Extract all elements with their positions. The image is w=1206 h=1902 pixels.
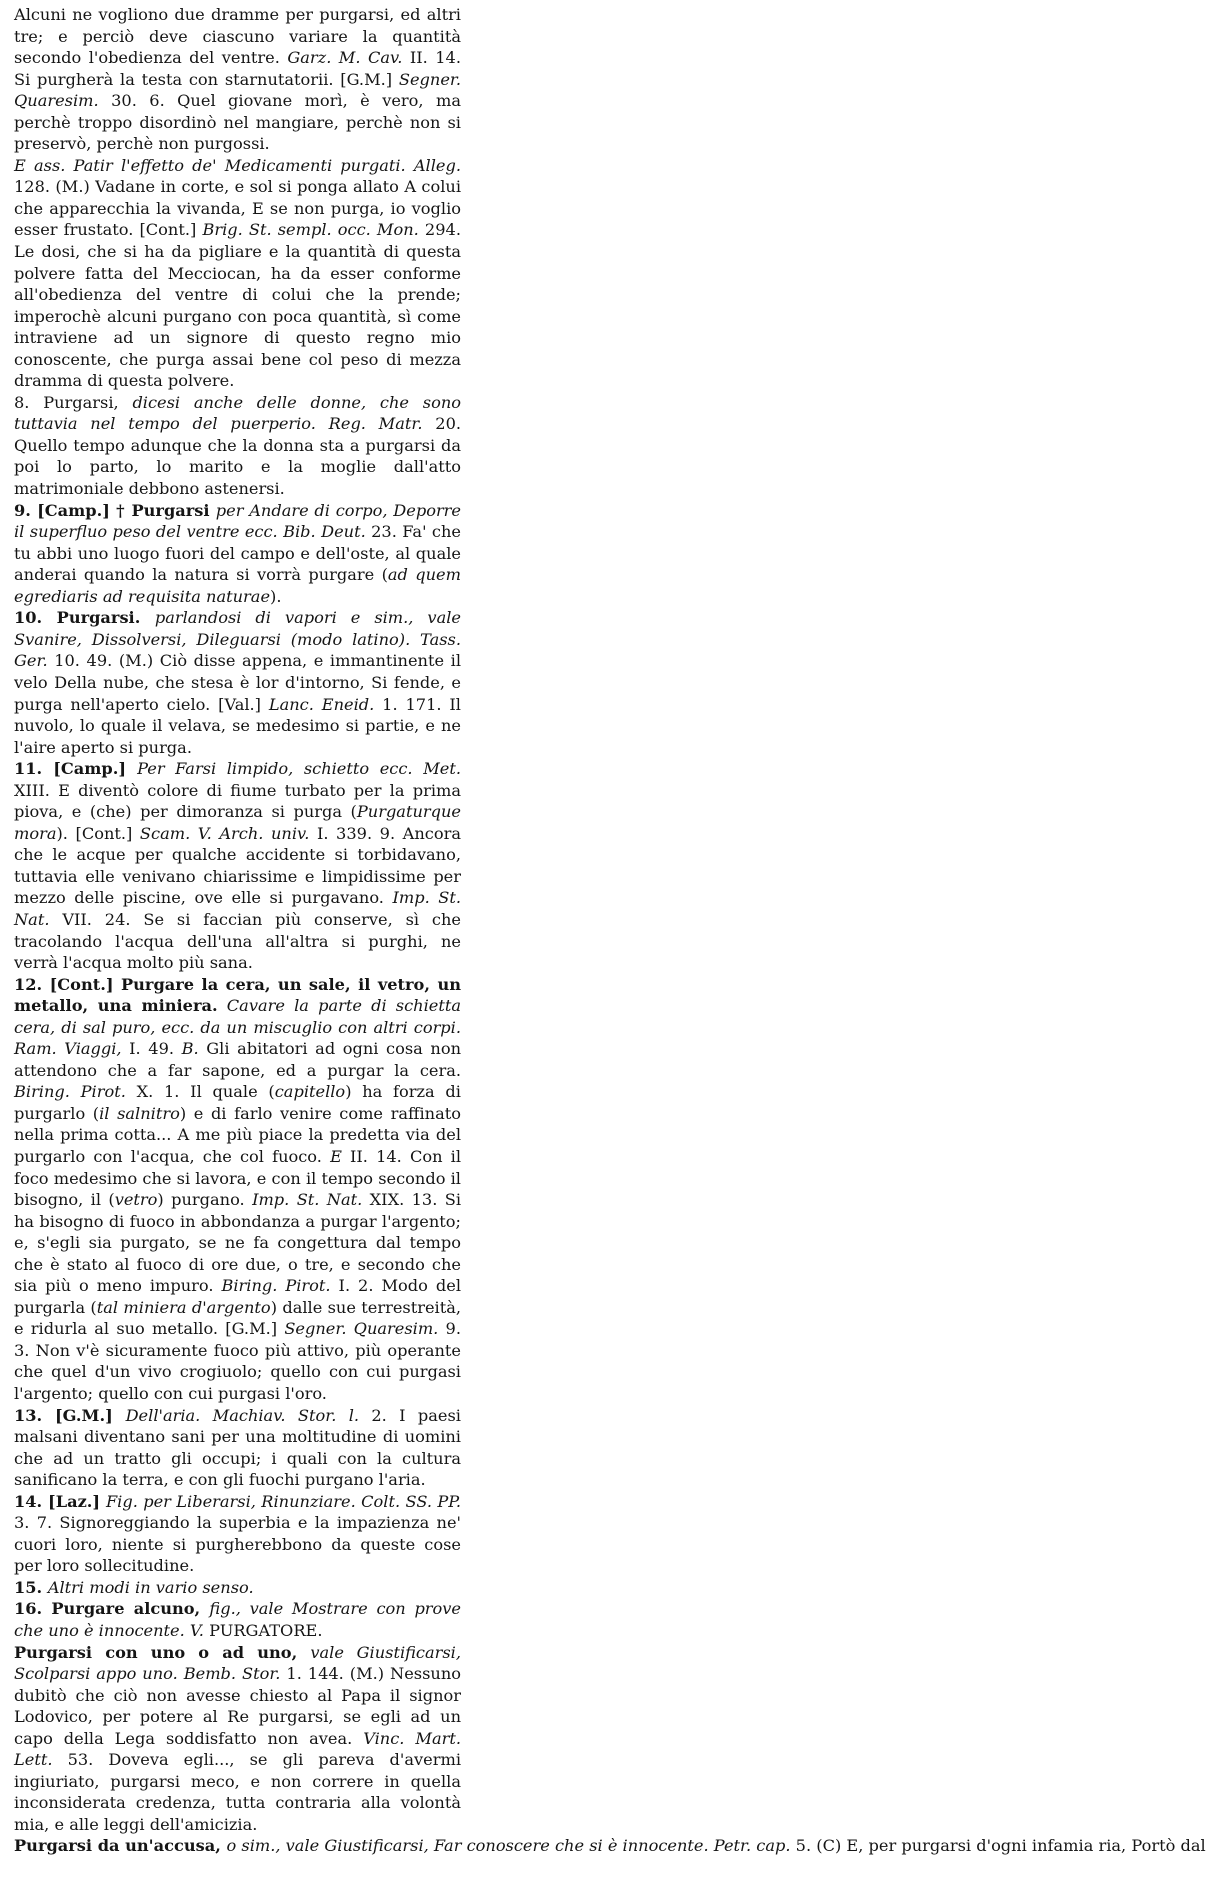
text-run: 3. 7. Signoreggiando la superbia e la impazienza ne' cuori loro, niente si purgherebbono da queste cose per loro sollecitudine. (14, 1513, 461, 1576)
italic-text-run: l. (348, 1405, 360, 1425)
text-run: ) purgano. (157, 1190, 253, 1210)
text-run: 30. 6. Quel giovane morì, è vero, ma perchè troppo disordinò nel mangiare, perchè non si preservò, perchè non purgossi. (14, 91, 461, 154)
text-run: PURGATORE. (203, 1621, 323, 1641)
entry-paragraph (14, 1405, 461, 1491)
text-run: I. 49. (121, 1039, 182, 1059)
entry-paragraph (14, 392, 461, 500)
text-run (200, 1406, 212, 1425)
italic-text-run: Segner. Quaresim. (284, 1319, 439, 1339)
italic-text-run: Biring. Pirot. (14, 1082, 126, 1102)
entry-paragraph (14, 607, 461, 758)
italic-text-run: Scam. V. Arch. univ. (139, 823, 310, 843)
italic-text-run: Vinc. Mart. Lett. (14, 1728, 461, 1770)
text-run: 20. Quello tempo adunque che la donna sta a purgarsi da poi lo parto, lo marito e la moglie dall'atto matrimoniale debbono astenersi. (14, 414, 462, 499)
italic-text-run: Lanc. Eneid. (268, 694, 375, 714)
italic-text-run: Imp. St. Nat. (252, 1190, 363, 1210)
italic-text-run: Biring. Pirot. (221, 1276, 331, 1296)
italic-text-run: Reg. Matr. (328, 414, 423, 434)
italic-text-run: Tass. Ger. (14, 629, 461, 671)
entry-paragraph (14, 1577, 461, 1599)
italic-text-run: o sim., vale Giustificarsi, Far conoscere che si è innocente. (226, 1836, 709, 1856)
text-run: 294. Le dosi, che si ha da pigliare e la quantità di questa polvere fatta del Mecciocan, ha da esser conforme all'obedienza del ventre di colui che la prende; imperochè alcuni purgano con poca quantità, sì come intraviene ad un signore di questo regno mio conoscente, che purga assai bene col peso di mezza dramma di questa polvere. (14, 220, 461, 391)
italic-text-run: capitello (274, 1082, 346, 1102)
bold-text-run: 13. [G.M.] (14, 1405, 126, 1425)
entry-paragraph (14, 500, 461, 608)
italic-text-run: Per Farsi limpido, schietto ecc. (137, 759, 413, 779)
text-run: I. 2. Modo del purgarla ( (14, 1276, 461, 1317)
text-run: VII. 24. Se si faccian più conserve, sì che tracolando l'acqua dell'una all'altra si purghi, ne verrà l'acqua molto più sana. (14, 909, 461, 973)
text-run (218, 996, 227, 1015)
text-run: 128. (M.) Vadane in corte, e sol si ponga allato A colui che apparecchia la vivanda, E se non purga, io voglio esser frustato. [Cont.] (14, 177, 461, 240)
text-run (406, 156, 414, 175)
text-run: I. 339. 9. Ancora che le acque per qualche accidente si torbidavano, tuttavia elle venivano chiarissime e limpidissime per mezzo delle piscine, ove elle si purgavano. (14, 823, 461, 908)
entry-paragraph (14, 1642, 461, 1836)
italic-text-run: per Andare di corpo, Deporre il superfluo peso del ventre ecc. (14, 500, 462, 542)
text-run: XIII. E diventò colore di fiume turbato per la prima piova, e (che) per dimoranza si purga ( (14, 780, 461, 822)
italic-text-run: Bib. Deut. (283, 522, 366, 542)
entry-paragraph (14, 155, 461, 392)
bold-text-run: 16. Purgare alcuno, (14, 1599, 210, 1619)
text-run: XIX. 13. Si ha bisogno di fuoco in abbondanza a purgar l'argento; e, s'egli sia purgato, se ne fa congettura dal tempo che è stato al fuoco di ore due, o tre, e secondo che sia più o meno impuro. (14, 1190, 462, 1296)
italic-text-run: Ram. Viaggi, (14, 1039, 122, 1059)
italic-text-run: V. (189, 1621, 204, 1641)
text-run: ) dalle sue terrestreità, e ridurla al suo metallo. [G.M.] (14, 1297, 462, 1339)
bold-text-run: 15. (14, 1577, 48, 1597)
italic-text-run: ad quem egrediaris ad requisita naturae (14, 565, 461, 606)
text-run (413, 759, 424, 778)
text-run: X. 1. Il quale ( (125, 1082, 275, 1102)
italic-text-run: vale Giustificarsi, Scolparsi appo uno. (14, 1642, 462, 1684)
text-run: 9. 3. Non v'è sicuramente fuoco più attivo, più operante che quel d'un vivo crogiuolo; quello con cui purgasi l'argento; quello con cui purgasi l'oro. (14, 1319, 461, 1403)
text-run: 1. 171. Il nuvolo, lo quale il velava, se medesimo si partie, e ne l'aire aperto si purga. (14, 694, 461, 757)
italic-text-run: Purgaturque mora (14, 802, 461, 843)
text-run: II. 14. Si purgherà la testa con starnutatorii. [G.M.] (14, 48, 461, 89)
italic-text-run: parlandosi di vapori e sim., vale Svanire, Dissolversi, Dileguarsi (modo latino). (14, 608, 461, 649)
bold-text-run: 11. [Camp.] (14, 759, 138, 779)
text-run (336, 1406, 348, 1425)
italic-text-run: fig., vale Mostrare con prove che uno è innocente. (14, 1599, 462, 1641)
italic-text-run: Segner. Quaresim. (14, 69, 461, 111)
bold-text-run: 9. [Camp.] † Purgarsi (14, 500, 216, 520)
italic-text-run: Alleg. (413, 155, 461, 175)
text-run: Alcuni ne vogliono due dramme per purgarsi, ed altri tre; e perciò deve ciascuno variare la quantità secondo l'obedienza del ventre. (14, 5, 461, 68)
dictionary-entry-text (14, 4, 1206, 1857)
italic-text-run: Altri modi in vario senso. (47, 1577, 254, 1597)
text-run: 53. Doveva egli..., se gli pareva d'avermi ingiuriato, purgarsi meco, e non correre in quella inconsiderata credenza, tutta contraria alla volontà mia, e alle leggi dell'amicizia. (14, 1750, 461, 1834)
italic-text-run: E ass. Patir l'effetto de' Medicamenti purgati. (14, 155, 406, 175)
italic-text-run: Cavare la parte di schietta cera, di sal puro, ecc. da un miscuglio con altri corpi. (14, 996, 461, 1037)
text-run: 1. 144. (M.) Nessuno dubitò che ciò non avesse chiesto al Papa il signor Lodovico, per potere al Re purgarsi, se egli ad un capo della Lega soddisfatto non avea. (14, 1664, 461, 1748)
italic-text-run: B. (181, 1039, 199, 1059)
entry-paragraph (14, 1835, 1206, 1857)
text-run: II. 14. Con il foco medesimo che si lavora, e con il tempo secondo il bisogno, il ( (14, 1146, 462, 1210)
entry-paragraph (14, 1491, 461, 1577)
text-run: 5. (C) E, per purgarsi d'ogni infamia ria, Portò dal (790, 1836, 1206, 1856)
bold-text-run: 12. [Cont.] Purgare la cera, un sale, il vetro, un metallo, una miniera. (14, 974, 461, 1016)
text-run: 23. Fa' che tu abbi uno luogo fuori del campo e dell'oste, al quale anderai quando la natura si vorrà purgare ( (14, 522, 461, 585)
text-run: ). (270, 586, 282, 606)
bold-text-run: 10. Purgarsi. (14, 608, 155, 628)
italic-text-run: Machiav. Stor. (212, 1405, 337, 1425)
italic-text-run: il salnitro (99, 1103, 180, 1123)
text-run: Gli abitatori ad ogni cosa non attendono che a far sapone, ed a purgar la cera. (14, 1039, 461, 1080)
italic-text-run: Colt. SS. PP. (361, 1491, 462, 1511)
text-run (410, 630, 420, 649)
text-run: 2. I paesi malsani diventano sani per una moltitudine di uomini che ad un tratto gli occupi; i quali con la cultura sanificano la terra, e con gli fuochi purgano l'aria. (14, 1405, 461, 1490)
italic-text-run: Petr. cap. (713, 1836, 791, 1856)
italic-text-run: dicesi anche delle donne, che sono tuttavia nel tempo del puerperio. (14, 392, 461, 434)
italic-text-run: Dell'aria. (125, 1405, 201, 1425)
italic-text-run: tal miniera d'argento (96, 1297, 271, 1317)
text-run: ). [Cont.] (56, 823, 140, 843)
text-run: 8. Purgarsi, (14, 392, 133, 412)
text-run: ) ha forza di purgarlo ( (14, 1082, 461, 1123)
italic-text-run: Imp. St. Nat. (14, 888, 462, 929)
italic-text-run: Fig. per Liberarsi, Rinunziare. (105, 1491, 356, 1511)
italic-text-run: Garz. M. Cav. (287, 48, 403, 68)
bold-text-run: Purgarsi da un'accusa, (14, 1836, 227, 1856)
bold-text-run: Purgarsi con uno o ad uno, (14, 1642, 311, 1662)
bold-text-run: 14. [Laz.] (14, 1491, 106, 1511)
italic-text-run: Met. (423, 759, 461, 779)
entry-paragraph (14, 974, 461, 1405)
text-run: ) e di farlo venire come raffinato nella prima cotta... A me più piace la predetta via del purgarlo con l'acqua, che col fuoco. (14, 1103, 461, 1166)
italic-text-run: Bemb. Stor. (183, 1664, 281, 1684)
italic-text-run: Brig. St. sempl. occ. Mon. (202, 220, 419, 240)
italic-text-run: E (330, 1146, 342, 1166)
text-run (316, 414, 329, 433)
entry-paragraph (14, 1598, 461, 1641)
italic-text-run: vetro (114, 1190, 158, 1210)
entry-paragraph (14, 4, 461, 155)
text-run: 10. 49. (M.) Ciò disse appena, e immantinente il velo Della nube, che stesa è lor d'intorno, Si fende, e purga nell'aperto cielo. [Val.] (14, 651, 461, 714)
entry-paragraph (14, 758, 461, 973)
